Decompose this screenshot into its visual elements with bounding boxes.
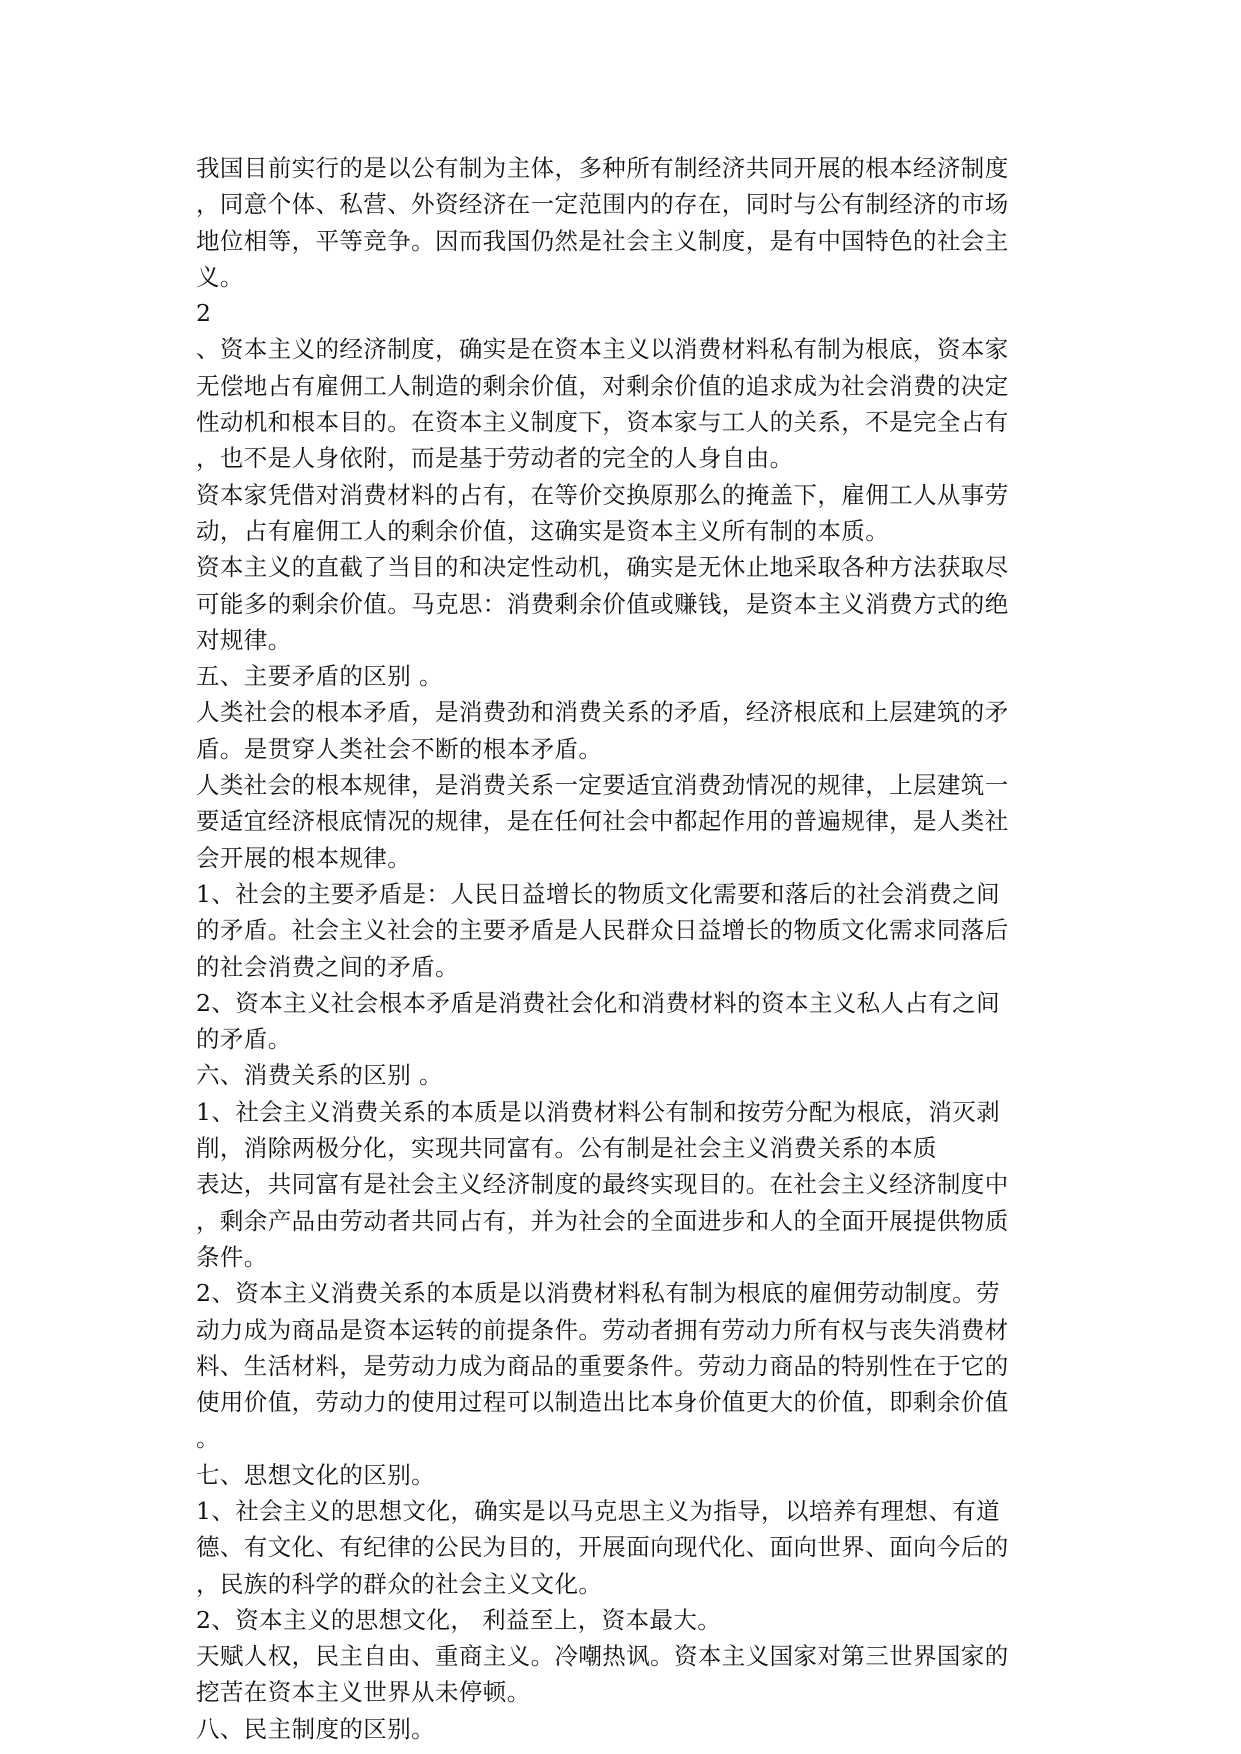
text-line: 人类社会的根本矛盾，是消费劲和消费关系的矛盾，经济根底和上层建筑的矛 xyxy=(196,698,1009,727)
section-heading: 五、主要矛盾的区别 。 xyxy=(196,662,443,691)
document-body-text xyxy=(196,150,1056,1747)
section-heading: 八、民主制度的区别。 xyxy=(196,1714,435,1743)
text-line: 2、资本主义社会根本矛盾是消费社会化和消费材料的资本主义私人占有之间 xyxy=(196,988,1001,1017)
text-line: ，剩余产品由劳动者共同占有，并为社会的全面进步和人的全面开展提供物质 xyxy=(196,1206,1009,1235)
text-line: 天赋人权，民主自由、重商主义。冷嘲热讽。资本主义国家对第三世界国家的 xyxy=(196,1642,1009,1671)
text-line: 盾。是贯穿人类社会不断的根本矛盾。 xyxy=(196,734,603,763)
text-line: 2、资本主义消费关系的本质是以消费材料私有制为根底的雇佣劳动制度。劳 xyxy=(196,1279,1001,1308)
text-line: 人类社会的根本规律，是消费关系一定要适宜消费劲情况的规律，上层建筑一 xyxy=(196,771,1009,800)
text-line: 可能多的剩余价值。马克思：消费剩余价值或赚钱，是资本主义消费方式的绝 xyxy=(196,589,1009,618)
text-line: 的矛盾。社会主义社会的主要矛盾是人民群众日益增长的物质文化需求同落后 xyxy=(196,916,1009,945)
text-line: 无偿地占有雇佣工人制造的剩余价值，对剩余价值的追求成为社会消费的决定 xyxy=(196,371,1009,400)
section-heading: 六、消费关系的区别 。 xyxy=(196,1061,443,1090)
text-line: 会开展的根本规律。 xyxy=(196,843,412,872)
text-line: 削，消除两极分化，实现共同富有。公有制是社会主义消费关系的本质 xyxy=(196,1134,937,1163)
text-line: 的矛盾。 xyxy=(196,1025,292,1054)
text-line: 1、社会的主要矛盾是：人民日益增长的物质文化需要和落后的社会消费之间 xyxy=(196,879,1001,908)
text-line: 对规律。 xyxy=(196,625,292,654)
text-line: 资本主义的直截了当目的和决定性动机，确实是无休止地采取各种方法获取尽 xyxy=(196,553,1009,582)
text-line: 的社会消费之间的矛盾。 xyxy=(196,952,459,981)
text-line: 动力成为商品是资本运转的前提条件。劳动者拥有劳动力所有权与丧失消费材 xyxy=(196,1315,1009,1344)
text-line: 1、社会主义消费关系的本质是以消费材料公有制和按劳分配为根底，消灭剥 xyxy=(196,1097,1001,1126)
section-number: 2 xyxy=(196,299,212,328)
text-line: 料、生活材料，是劳动力成为商品的重要条件。劳动力商品的特别性在于它的 xyxy=(196,1351,1009,1380)
text-line: 使用价值，劳动力的使用过程可以制造出比本身价值更大的价值，即剩余价值 xyxy=(196,1388,1009,1417)
text-line: 性动机和根本目的。在资本主义制度下，资本家与工人的关系，不是完全占有 xyxy=(196,408,1009,437)
text-line: 1、社会主义的思想文化，确实是以马克思主义为指导，以培养有理想、有道 xyxy=(196,1496,1001,1525)
text-line: ，民族的科学的群众的社会主义文化。 xyxy=(196,1569,603,1598)
text-line: 表达，共同富有是社会主义经济制度的最终实现目的。在社会主义经济制度中 xyxy=(196,1170,1009,1199)
section-heading: 七、思想文化的区别。 xyxy=(196,1460,435,1489)
text-line: 地位相等，平等竞争。因而我国仍然是社会主义制度，是有中国特色的社会主 xyxy=(196,226,1009,255)
text-line: 德、有文化、有纪律的公民为目的，开展面向现代化、面向世界、面向今后的 xyxy=(196,1533,1009,1562)
text-line: 条件。 xyxy=(196,1242,268,1271)
text-line: 义。 xyxy=(196,262,244,291)
text-line: 2、资本主义的思想文化， 利益至上，资本最大。 xyxy=(196,1605,722,1634)
text-line: 挖苦在资本主义世界从未停顿。 xyxy=(196,1678,531,1707)
text-line: 我国目前实行的是以公有制为主体，多种所有制经济共同开展的根本经济制度 xyxy=(196,154,1009,182)
text-line: 。 xyxy=(196,1424,220,1453)
text-line: ，同意个体、私营、外资经济在一定范围内的存在，同时与公有制经济的市场 xyxy=(196,190,1009,219)
text-line: 资本家凭借对消费材料的占有，在等价交换原那么的掩盖下，雇佣工人从事劳 xyxy=(196,480,1009,509)
text-line: 要适宜经济根底情况的规律，是在任何社会中都起作用的普遍规律，是人类社 xyxy=(196,807,1009,836)
text-line: 、资本主义的经济制度，确实是在资本主义以消费材料私有制为根底，资本家 xyxy=(196,335,1009,364)
text-line: ，也不是人身依附，而是基于劳动者的完全的人身自由。 xyxy=(196,444,794,473)
text-line: 动，占有雇佣工人的剩余价值，这确实是资本主义所有制的本质。 xyxy=(196,516,890,545)
